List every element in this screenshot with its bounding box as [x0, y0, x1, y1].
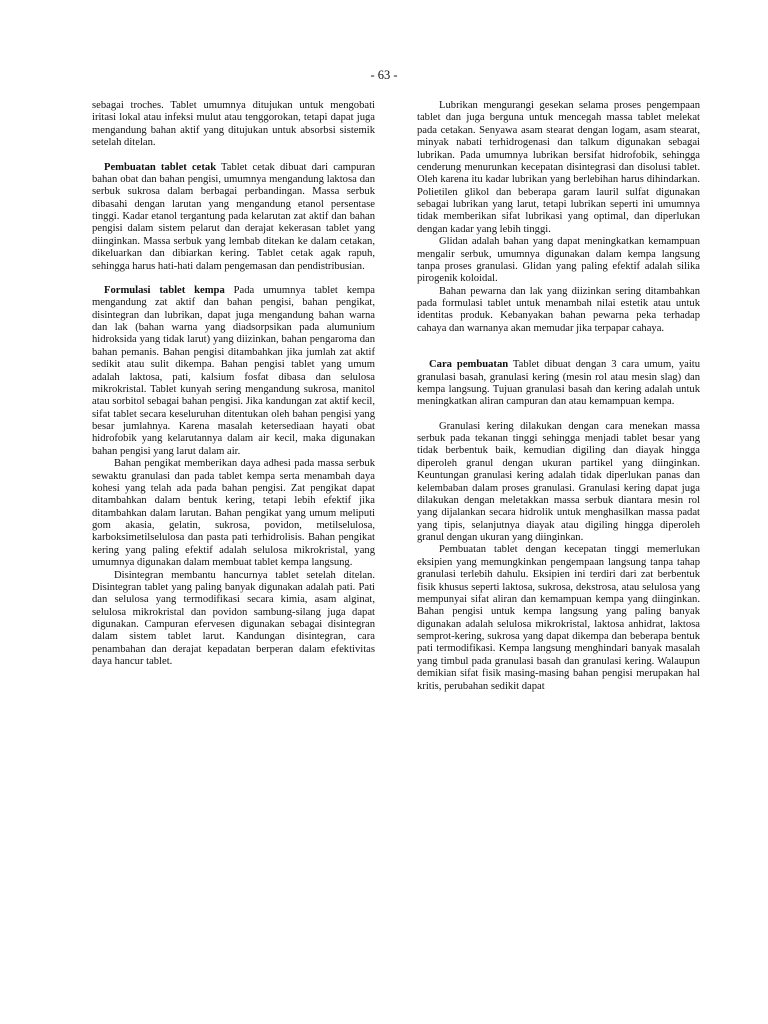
- paragraph-disintegran: Disintegran membantu hancurnya tablet setelah ditelan. Disintegran tablet yang paling banyak digunakan adalah pati. Pati dan selulosa yang termodifikasi secara kimia, asam alginat, selulosa mikrokristal dan povidon sambung-silang juga dapat digunakan. Campuran efervesen digunakan sebagai disintegran dalam sistem tablet larut. Kandungan disintegran, cara penambahan dan derajat kepadatan berperan dalam efektivitas daya hancur tablet.: [92, 569, 375, 668]
- paragraph-tablet-cetak: [92, 162, 375, 273]
- heading-formulasi-tablet-kempa: Formulasi tablet kempa: [104, 284, 225, 296]
- paragraph-formulasi-tablet-kempa: [92, 285, 375, 458]
- paragraph-troches: sebagai troches. Tablet umumnya ditujukan untuk mengobati iritasi lokal atau infeksi mulut atau tenggorokan, tetapi dapat juga mengandung bahan aktif yang ditujukan untuk absorbsi sistemik setelah ditelan.: [92, 100, 375, 149]
- page-number: - 63 -: [370, 68, 398, 82]
- paragraph-bahan-pewarna: Bahan pewarna dan lak yang diizinkan sering ditambahkan pada formulasi tablet untuk menambah nilai estetik atau untuk identitas produk. Kebanyakan bahan pewarna peka terhadap cahaya dan warnanya akan memudar jika terpapar cahaya.: [417, 285, 700, 334]
- paragraph-cara-pembuatan: [417, 359, 700, 409]
- text-formulasi-tablet-kempa: Pada umumnya tablet kempa mengandung zat aktif dan bahan pengisi, bahan pengikat, disintegran dan lubrikan, dapat juga mengandung bahan warna dan lak (bahan warna yang diadsorpsikan pada alumunium hidroksida yang tidak larut) yang diizinkan, bahan pengaroma dan bahan pemanis. Bahan pengisi ditambahkan jika jumlah zat aktif sedikit atau sulit dikempa. Bahan pengisi tablet yang umum adalah laktosa, pati, kalsium fosfat dibasa dan selulosa mikrokristal. Tablet kunyah sering mengandung sukrosa, manitol atau sorbitol sebagai bahan pengisi. Jika kandungan zat aktif kecil, sifat tablet secara keseluruhan ditentukan oleh bahan pengisi yang besar jumlahnya. Karena masalah ketersediaan hayati obat hidrofobik yang kelarutannya dalam air kecil, maka digunakan bahan pengisi yang larut dalam air.: [92, 284, 375, 457]
- paragraph-glidan: Glidan adalah bahan yang dapat meningkatkan kemampuan mengalir serbuk, umumnya digunakan dalam kempa langsung tanpa proses granulasi. Glidan yang paling efektif adalah silika pirogenik koloidal.: [417, 236, 700, 285]
- heading-cara-pembuatan: Cara pembuatan: [429, 359, 509, 371]
- paragraph-bahan-pengikat: Bahan pengikat memberikan daya adhesi pada massa serbuk sewaktu granulasi dan pada tablet kempa serta menambah daya kohesi yang telah ada pada bahan pengisi. Zat pengikat dapat ditambahkan dalam bentuk kering, tetapi lebih efektif jika ditambahkan dalam larutan. Bahan pengikat yang umum meliputi gom akasia, gelatin, sukrosa, povidon, metilselulosa, karboksimetilselulosa dan pasta pati terhidrolisis. Bahan pengikat kering yang paling efektif adalah selulosa mikrokristal, yang umumnya digunakan dalam membuat tablet kempa langsung.: [92, 458, 375, 569]
- paragraph-lubrikan: Lubrikan mengurangi gesekan selama proses pengempaan tablet dan juga berguna untuk mencegah massa tablet melekat pada cetakan. Senyawa asam stearat dengan logam, asam stearat, minyak nabati terhidrogenasi dan talkum digunakan sebagai lubrikan. Pada umumnya lubrikan bersifat hidrofobik, sehingga cenderung menurunkan kecepatan disintegrasi dan disolusi tablet. Oleh karena itu kadar lubrikan yang berlebihan harus dihindarkan. Polietilen glikol dan beberapa garam lauril sulfat digunakan sebagai lubrikan yang larut, tetapi lubrikan seperti ini umumnya tidak memberikan sifat lubrikasi yang optimal, dan diperlukan dengan kadar yang lebih tinggi.: [417, 100, 700, 235]
- paragraph-granulasi-kering: Granulasi kering dilakukan dengan cara menekan massa serbuk pada tekanan tinggi sehingga menjadi tablet besar yang tidak berbentuk baik, kemudian digiling dan diayak hingga diperoleh granul dengan ukuran partikel yang diinginkan. Keuntungan granulasi kering adalah tidak diperlukan panas dan kelembaban dalam proses granulasi. Granulasi kering dapat juga dilakukan dengan meletakkan massa serbuk diantara mesin rol yang dijalankan secara hidrolik untuk menghasilkan massa padat yang tipis, selanjutnya diayak atau digiling hingga diperoleh granul dengan ukuran yang diinginkan.: [417, 420, 700, 543]
- text-cara-pembuatan: Tablet dibuat dengan 3 cara umum, yaitu granulasi basah, granulasi kering (mesin rol atau mesin slag) dan kempa langsung. Tujuan granulasi basah dan kering adalah untuk meningkatkan aliran campuran dan atau kemampuan kempa.: [417, 359, 700, 408]
- text-tablet-cetak: Tablet cetak dibuat dari campuran bahan obat dan bahan pengisi, umumnya mengandung laktosa dan serbuk sukrosa dalam berbagai perbandingan. Massa serbuk dibasahi dengan larutan yang mengandung etanol persentase tinggi. Kadar etanol tergantung pada kelarutan zat aktif dan bahan pengisi dalam sistem pelarut dan derajat kekerasan tablet yang diinginkan. Massa serbuk yang lembab ditekan ke dalam cetakan, dikeluarkan dan dibiarkan kering. Tablet cetak agak rapuh, sehingga harus hati-hati dalam pengemasan dan pendistribusian.: [92, 161, 375, 272]
- heading-tablet-cetak: Pembuatan tablet cetak: [104, 161, 217, 173]
- left-column: [92, 100, 375, 669]
- right-column: [417, 100, 700, 693]
- paragraph-kempa-langsung: Pembuatan tablet dengan kecepatan tinggi memerlukan eksipien yang memungkinkan pengempaan langsung tanpa tahap granulasi terlebih dahulu. Eksipien ini terdiri dari zat berbentuk fisik khusus seperti laktosa, sukrosa, dekstrosa, atau selulosa yang mempunyai sifat aliran dan kemampuan kempa yang diinginkan. Bahan pengisi untuk kempa langsung yang paling banyak digunakan adalah selulosa mikrokristal, laktosa anhidrat, laktosa semprot-kering, sukrosa yang dapat dikempa dan beberapa bentuk pati termodifikasi. Kempa langsung menghindari banyak masalah yang timbul pada granulasi basah dan granulasi kering. Walaupun demikian sifat fisik masing-masing bahan pengisi merupakan hal kritis, perubahan sedikit dapat: [417, 544, 700, 692]
